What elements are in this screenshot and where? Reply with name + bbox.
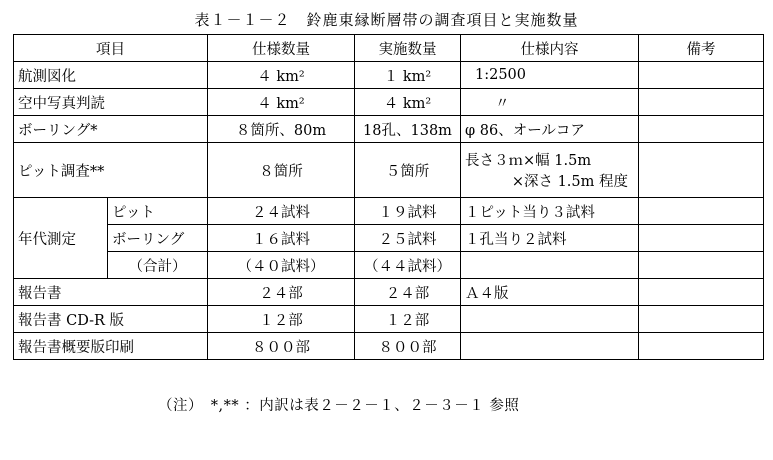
table-row — [14, 279, 764, 306]
row-actual: １９試料 — [355, 198, 461, 225]
row-content — [461, 333, 639, 360]
row-item: 報告書 CD-R 版 — [14, 306, 208, 333]
header-actual-quantity: 実施数量 — [355, 35, 461, 62]
table-row — [14, 89, 764, 116]
dating-group-label: 年代測定 — [14, 198, 108, 279]
row-item: ピット調査** — [14, 143, 208, 198]
row-actual: ２５試料 — [355, 225, 461, 252]
row-remarks — [639, 306, 764, 333]
row-spec: ８００部 — [208, 333, 355, 360]
table-row — [14, 306, 764, 333]
row-content-line: 長さ３ｍ×幅 1.5m — [465, 153, 592, 169]
row-actual: ４ km² — [355, 89, 461, 116]
row-item: 報告書 — [14, 279, 208, 306]
row-content — [461, 306, 639, 333]
row-spec: ２４試料 — [208, 198, 355, 225]
row-content: φ 86、オールコア — [461, 116, 639, 143]
row-spec: （４０試料） — [208, 252, 355, 279]
row-spec: ２４部 — [208, 279, 355, 306]
row-content: １孔当り２試料 — [461, 225, 639, 252]
table-row — [14, 225, 764, 252]
row-spec: ４ km² — [208, 89, 355, 116]
table-row — [14, 143, 764, 198]
row-actual: 18孔、138m — [355, 116, 461, 143]
row-remarks — [639, 279, 764, 306]
row-remarks — [639, 62, 764, 89]
row-actual: ５箇所 — [355, 143, 461, 198]
row-content: 1:2500 — [461, 62, 639, 89]
row-item: ボーリング* — [14, 116, 208, 143]
row-item: ボーリング — [108, 225, 208, 252]
header-item: 項目 — [14, 35, 208, 62]
row-item: （合計） — [108, 252, 208, 279]
row-content — [461, 143, 639, 198]
header-remarks: 備考 — [639, 35, 764, 62]
row-spec: ８箇所、80m — [208, 116, 355, 143]
table-row — [14, 62, 764, 89]
header-row — [14, 35, 764, 62]
row-remarks — [639, 89, 764, 116]
row-actual: ８００部 — [355, 333, 461, 360]
footnote: （注） *,** ：内訳は表２－２－１、２－３－１ 参照 — [158, 398, 520, 414]
table-row — [14, 252, 764, 279]
row-spec: １２部 — [208, 306, 355, 333]
row-spec: ４ km² — [208, 62, 355, 89]
row-remarks — [639, 143, 764, 198]
row-spec: ８箇所 — [208, 143, 355, 198]
row-actual: （４４試料） — [355, 252, 461, 279]
row-content: Ａ４版 — [461, 279, 639, 306]
row-remarks — [639, 198, 764, 225]
table-row — [14, 198, 764, 225]
row-actual: １ km² — [355, 62, 461, 89]
header-spec-quantity: 仕様数量 — [208, 35, 355, 62]
row-remarks — [639, 333, 764, 360]
row-content: 〃 — [461, 89, 639, 116]
row-actual: １２部 — [355, 306, 461, 333]
row-item: 航測図化 — [14, 62, 208, 89]
table-row — [14, 333, 764, 360]
row-item: 空中写真判読 — [14, 89, 208, 116]
row-remarks — [639, 252, 764, 279]
table-title: 表１－１－２ 鈴鹿東縁断層帯の調査項目と実施数量 — [194, 11, 579, 29]
row-remarks — [639, 116, 764, 143]
survey-quantity-table — [13, 34, 764, 360]
table-row — [14, 116, 764, 143]
row-remarks — [639, 225, 764, 252]
header-spec-content: 仕様内容 — [461, 35, 639, 62]
row-item: ピット — [108, 198, 208, 225]
row-item: 報告書概要版印刷 — [14, 333, 208, 360]
row-actual: ２４部 — [355, 279, 461, 306]
row-content-line: ×深さ 1.5m 程度 — [511, 174, 628, 190]
row-content: １ピット当り３試料 — [461, 198, 639, 225]
row-spec: １６試料 — [208, 225, 355, 252]
row-content — [461, 252, 639, 279]
